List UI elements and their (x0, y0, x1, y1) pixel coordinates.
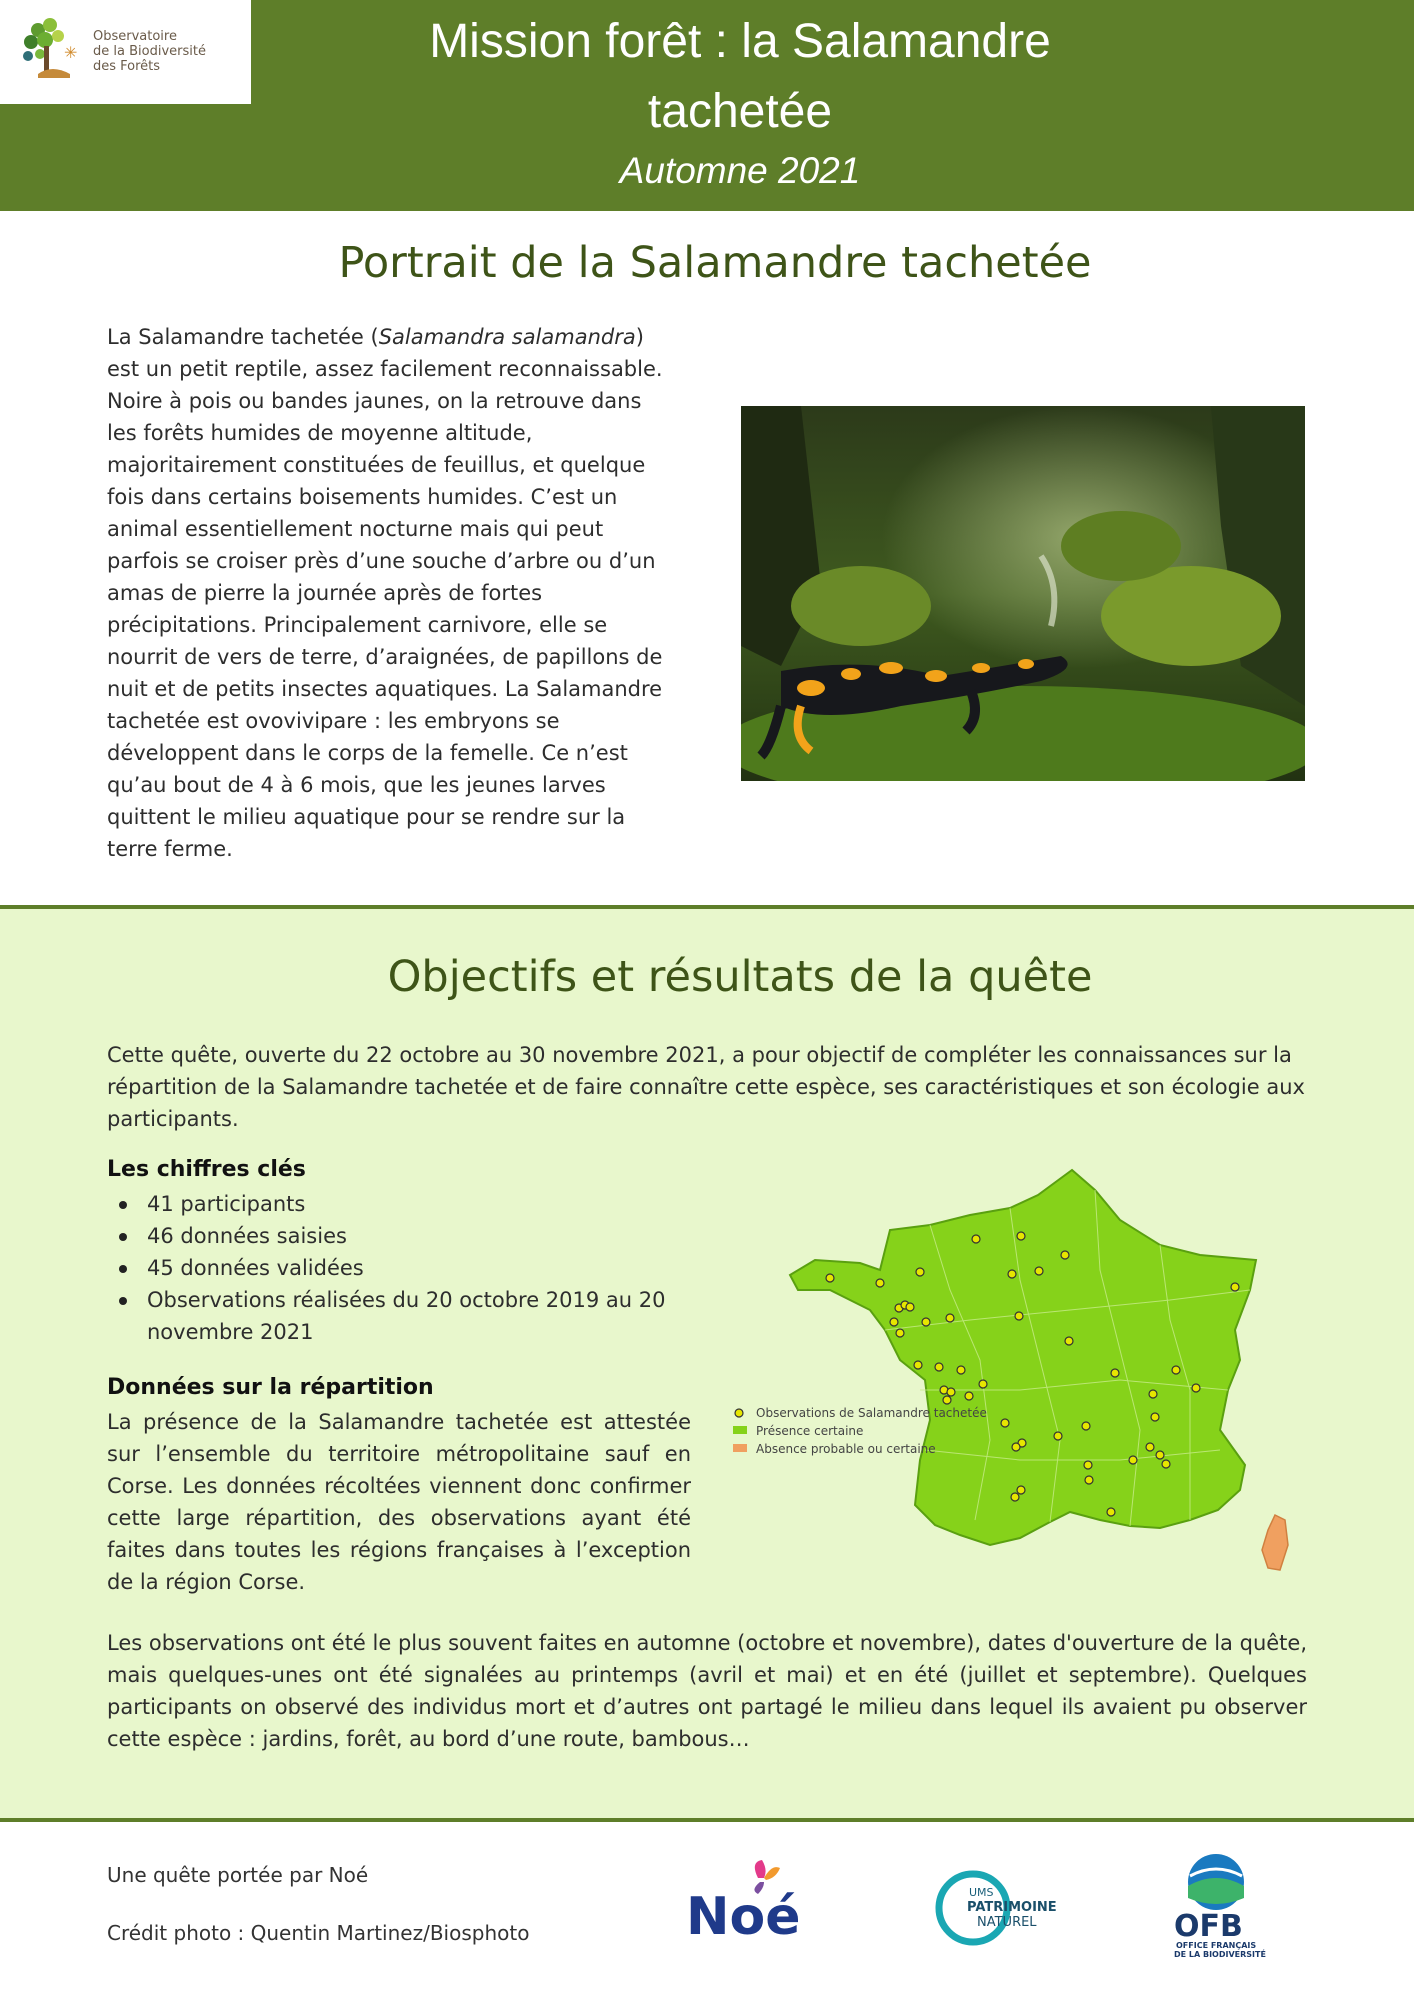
observatoire-logo[interactable] (0, 0, 251, 104)
key-figure-item: Observations réalisées du 20 octobre 2019 au 20 novembre 2021 (107, 1284, 687, 1348)
distribution-paragraph: La présence de la Salamandre tachetée est attestée sur l’ensemble du territoire métropolitaine sauf en Corse. Les données récoltées viennent donc confirmer cette large répartition, des observations ayant été faites dans toutes les régions françaises à l’exception de la région Corse. (107, 1410, 691, 1594)
distribution-heading: Données sur la répartition (107, 1375, 434, 1400)
key-figure-item: 46 données saisies (107, 1220, 687, 1252)
legend-presence-swatch (733, 1426, 747, 1434)
tree-logo-icon (18, 16, 90, 82)
portrait-paragraph (107, 321, 667, 865)
svg-text:DE LA BIODIVERSITÉ: DE LA BIODIVERSITÉ (1174, 1950, 1266, 1959)
key-figure-item: 45 données validées (107, 1252, 687, 1284)
footer-photo-credit: Crédit photo : Quentin Martinez/Biosphoto (107, 1921, 530, 1945)
noe-butterfly-icon (680, 1856, 810, 1946)
page-subtitle: Automne 2021 (619, 150, 861, 191)
svg-text:PATRIMOINE: PATRIMOINE (967, 1900, 1057, 1915)
svg-text:OFFICE FRANÇAIS: OFFICE FRANÇAIS (1176, 1941, 1257, 1950)
svg-text:NATUREL: NATUREL (977, 1915, 1037, 1930)
observatoire-logo-text (93, 29, 243, 74)
portrait-heading: Portrait de la Salamandre tachetée (338, 238, 1092, 288)
key-figures-list (107, 1188, 687, 1348)
portrait-text-body: ) est un petit reptile, assez facilement reconnaissable. Noire à pois ou bandes jaunes, on la retrouve dans les forêts humides de moyenne altitude, majoritairement constituées de feuillus, et quelque fois dans certains boisements humides. C’est un animal essentiellement nocturne mais qui peut parfois se croiser près d’une souche d’arbre ou d’un amas de pierre la journée après de fortes précipitations. Principalement carnivore, elle se nourrit de vers de terre, d’araignées, de papillons de nuit et de petits insectes aquatiques. La Salamandre tachetée est ovovivipare : les embryons se développent dans le corps de la femelle. Ce n’est qu’au bout de 4 à 6 mois, que les jeunes larves quittent le milieu aquatique pour se rendre sur la terre ferme. (107, 325, 663, 861)
corsica-shape (1262, 1515, 1288, 1570)
page-title-line-2: tachetée (647, 85, 833, 138)
svg-text:Noé: Noé (686, 1887, 801, 1946)
salamander-photo (741, 406, 1305, 781)
portrait-text-start: La Salamandre tachetée ( (107, 325, 379, 349)
svg-text:UMS: UMS (969, 1886, 994, 1899)
key-figure-item: 41 participants (107, 1188, 687, 1220)
france-distribution-map (720, 1160, 1320, 1580)
legend-observations-label: Observations de Salamandre tachetée (756, 1406, 987, 1420)
legend-observation-marker (735, 1409, 743, 1417)
ofb-logo[interactable] (1170, 1850, 1270, 1960)
footer-carrier-text: Une quête portée par Noé (107, 1863, 369, 1887)
logo-line-3: des Forêts (93, 59, 161, 74)
logo-line-2: de la Biodiversité (93, 44, 206, 59)
species-latin-name: Salamandra salamandra (378, 325, 636, 349)
objectives-heading: Objectifs et résultats de la quête (387, 952, 1093, 1002)
legend-presence-label: Présence certaine (756, 1424, 864, 1438)
page-title-line-1: Mission forêt : la Salamandre (429, 15, 1051, 68)
legend-absence-swatch (733, 1444, 747, 1452)
ums-patrimoine-naturel-logo[interactable] (935, 1868, 1060, 1948)
svg-text:OFB: OFB (1174, 1909, 1243, 1944)
objectives-intro: Cette quête, ouverte du 22 octobre au 30 novembre 2021, a pour objectif de compléter les connaissances sur la répartition de la Salamandre tachetée et de faire connaître cette espèce, ses caractéristiques et son écologie aux participants. (107, 1043, 1305, 1131)
observations-paragraph: Les observations ont été le plus souvent faites en automne (octobre et novembre), dates d'ouverture de la quête, mais quelques-unes ont été signalées au printemps (avril et mai) et en été (juillet et septembre). Quelques participants on observé des individus mort et d’autres ont partagé le milieu dans lequel ils avaient pu observer cette espèce : jardins, forêt, au bord d’une route, bambous… (107, 1631, 1307, 1751)
key-figures-heading: Les chiffres clés (107, 1157, 306, 1182)
legend-absence-label: Absence probable ou certaine (756, 1442, 936, 1456)
noe-logo[interactable] (680, 1856, 810, 1946)
logo-line-1: Observatoire (93, 29, 177, 44)
svg-text:✳: ✳ (64, 43, 78, 62)
